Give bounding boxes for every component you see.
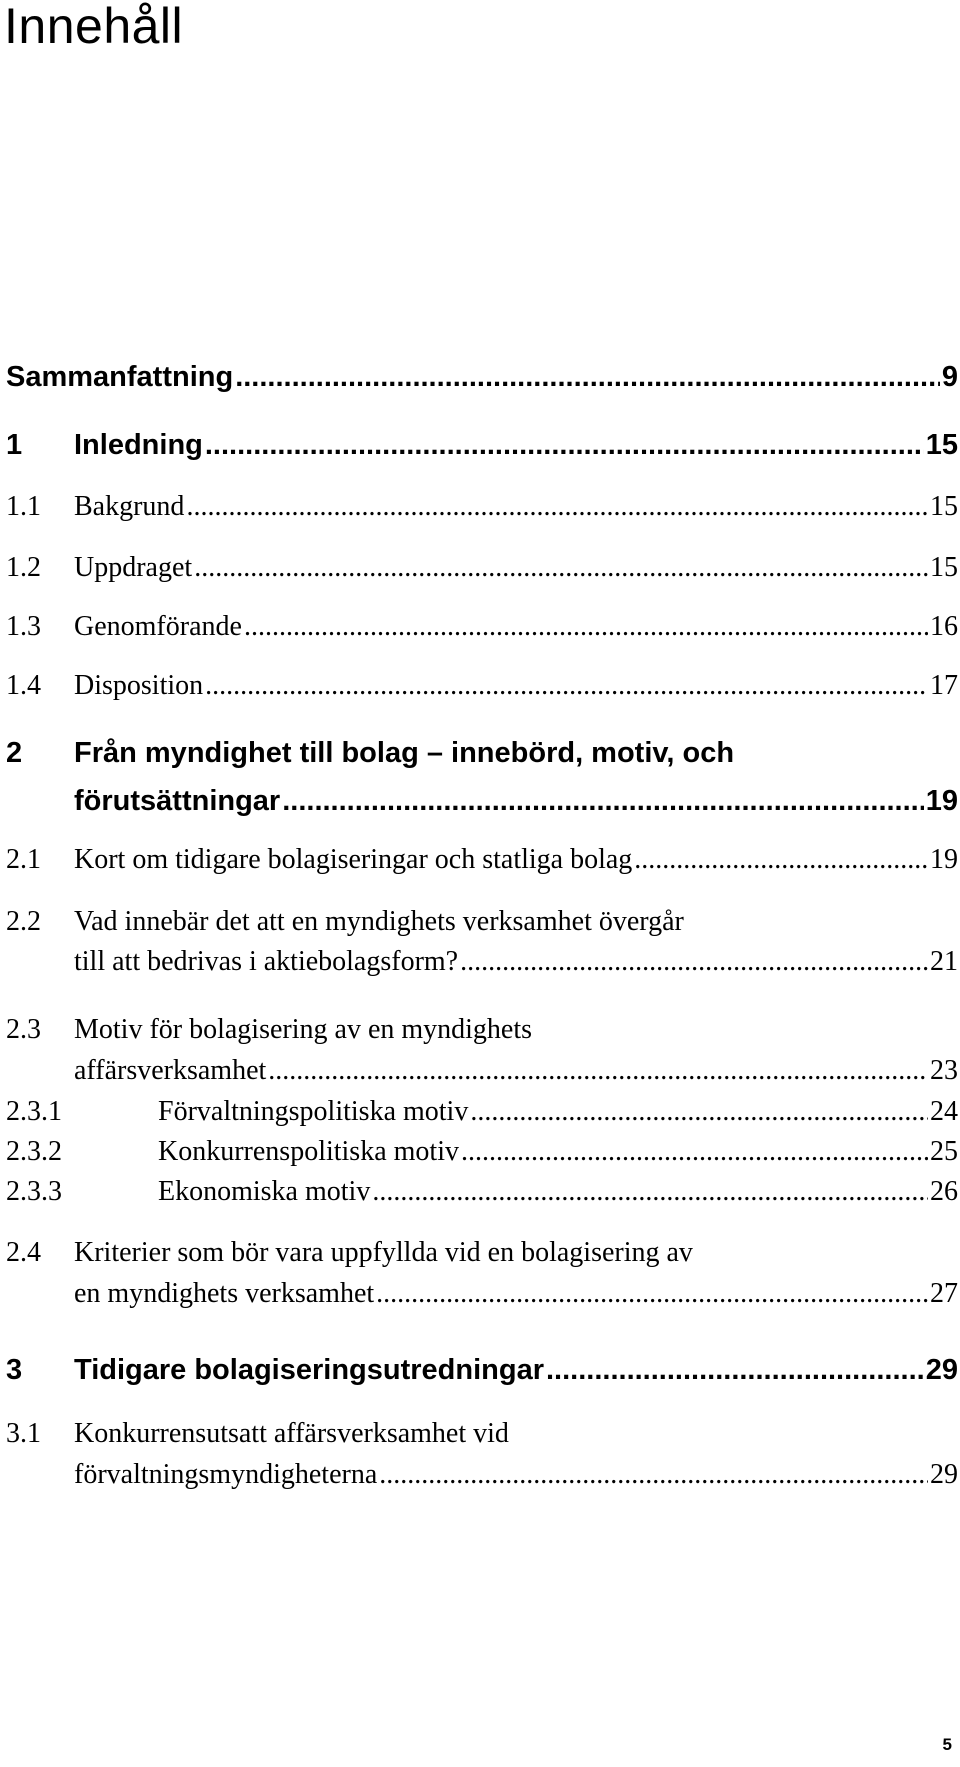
toc-entry-title: Tidigare bolagiseringsutredningar [74, 1354, 544, 1386]
toc-entry-title: Förvaltningspolitiska motiv [158, 1096, 469, 1127]
toc-entry-vad-innebar-det[interactable] [6, 902, 958, 992]
toc-entry-line [74, 548, 958, 588]
toc-entry-title: förutsättningar [74, 785, 281, 817]
toc-entry-number: 2.3.1 [6, 1096, 62, 1127]
toc-entry-title: Ekonomiska motiv [158, 1176, 371, 1207]
toc-entry-number: 2 [6, 737, 23, 769]
toc-entry-line [74, 942, 958, 982]
dot-leader [194, 548, 928, 588]
toc-entry-title: Bakgrund [74, 491, 185, 522]
toc-entry-line [74, 666, 958, 706]
toc-entry-konkurrenspolitiska-motiv[interactable] [6, 1132, 958, 1172]
page-title: Innehåll [4, 0, 184, 54]
toc-entry-line [158, 1092, 958, 1132]
toc-entry-title: en myndighets verksamhet [74, 1278, 375, 1309]
toc-entry-number: 1 [6, 429, 23, 461]
toc-entry-title: affärsverksamhet [74, 1055, 267, 1086]
toc-entry-title: förvaltningsmyndigheterna [74, 1459, 378, 1490]
toc-entry-genomforande[interactable] [6, 607, 958, 647]
toc-entry-page: 15 [930, 491, 958, 522]
toc-entry-title: Sammanfattning [6, 361, 234, 393]
toc-entry-title: till att bedrivas i aktiebolagsform? [74, 946, 459, 977]
toc-entry-uppdraget[interactable] [6, 548, 958, 588]
toc-entry-number: 2.3 [6, 1014, 41, 1045]
toc-entry-tidigare-bolagiseringsutredningar[interactable] [6, 1350, 958, 1390]
toc-entry-motiv-for-bolagisering[interactable] [6, 1010, 958, 1100]
toc-entry-number: 2.2 [6, 906, 41, 937]
page-number: 5 [942, 1735, 952, 1754]
toc-entry-title-line1: Konkurrensutsatt affärsverksamhet vid [74, 1418, 509, 1449]
toc-entry-title: Genomförande [74, 611, 242, 642]
toc-entry-line [74, 425, 958, 465]
toc-entry-number: 1.3 [6, 611, 41, 642]
toc-entry-inledning[interactable] [6, 425, 958, 465]
toc-entry-line [74, 840, 958, 880]
dot-leader [460, 942, 928, 982]
toc-entry-number: 3 [6, 1354, 23, 1386]
toc-entry-page: 19 [925, 785, 958, 817]
toc-entry-line [6, 357, 958, 397]
dot-leader [376, 1274, 928, 1314]
toc-entry-kort-om-tidigare-bolagiseringar[interactable] [6, 840, 958, 880]
toc-entry-title: Uppdraget [74, 552, 193, 583]
toc-entry-number: 2.1 [6, 844, 41, 875]
dot-leader [244, 607, 928, 647]
toc-entry-number: 3.1 [6, 1418, 41, 1449]
toc-entry-page: 23 [930, 1055, 958, 1086]
toc-entry-line [74, 487, 958, 527]
dot-leader [282, 781, 924, 821]
toc-entry-page: 19 [930, 844, 958, 875]
toc-entry-page: 26 [930, 1176, 958, 1207]
toc-entry-line [158, 1132, 958, 1172]
toc-entry-title-line1: Motiv för bolagisering av en myndighets [74, 1014, 533, 1045]
toc-entry-number: 2.3.3 [6, 1176, 62, 1207]
toc-entry-ekonomiska-motiv[interactable] [6, 1172, 958, 1212]
dot-leader [379, 1455, 928, 1495]
dot-leader [461, 1132, 928, 1172]
dot-leader [634, 840, 928, 880]
toc-entry-fran-myndighet-till-bolag[interactable] [6, 733, 958, 823]
toc-entry-number: 2.3.2 [6, 1136, 62, 1167]
toc-entry-kriterier[interactable] [6, 1233, 958, 1323]
toc-entry-line [158, 1172, 958, 1212]
dot-leader [205, 425, 924, 465]
toc-entry-line [74, 781, 958, 821]
toc-entry-page: 24 [930, 1096, 958, 1127]
toc-entry-title-line1: Vad innebär det att en myndighets verksamhet övergår [74, 906, 684, 937]
toc-entry-page: 29 [925, 1354, 958, 1386]
dot-leader [546, 1350, 924, 1390]
dot-leader [470, 1092, 928, 1132]
toc-entry-forvaltningspolitiska-motiv[interactable] [6, 1092, 958, 1132]
dot-leader [186, 487, 928, 527]
toc-entry-page: 15 [925, 429, 958, 461]
toc-entry-title-line1: Kriterier som bör vara uppfyllda vid en bolagisering av [74, 1237, 693, 1268]
toc-entry-title: Konkurrenspolitiska motiv [158, 1136, 459, 1167]
toc-entry-number: 1.2 [6, 552, 41, 583]
toc-entry-number: 1.4 [6, 670, 41, 701]
toc-entry-line [74, 1350, 958, 1390]
toc-entry-title: Kort om tidigare bolagiseringar och statliga bolag [74, 844, 633, 875]
toc-entry-bakgrund[interactable] [6, 487, 958, 527]
toc-entry-page: 17 [930, 670, 958, 701]
toc-entry-title: Disposition [74, 670, 204, 701]
toc-entry-line [74, 1274, 958, 1314]
toc-entry-page: 27 [930, 1278, 958, 1309]
toc-entry-page: 25 [930, 1136, 958, 1167]
toc-entry-page: 21 [930, 946, 958, 977]
toc-entry-line [74, 1455, 958, 1495]
toc-entry-page: 9 [941, 361, 958, 393]
toc-entry-sammanfattning[interactable] [6, 357, 958, 397]
toc-entry-title-line1: Från myndighet till bolag – innebörd, motiv, och [74, 737, 735, 769]
toc-entry-konkurrensutsatt-affarsverksamhet[interactable] [6, 1414, 958, 1504]
toc-entry-line [74, 1051, 958, 1091]
toc-entry-title: Inledning [74, 429, 203, 461]
toc-entry-page: 16 [930, 611, 958, 642]
dot-leader [235, 357, 940, 397]
dot-leader [268, 1051, 928, 1091]
toc-entry-line [74, 607, 958, 647]
toc-entry-number: 2.4 [6, 1237, 41, 1268]
toc-entry-number: 1.1 [6, 491, 41, 522]
dot-leader [205, 666, 928, 706]
dot-leader [372, 1172, 928, 1212]
toc-entry-disposition[interactable] [6, 666, 958, 706]
toc-entry-page: 15 [930, 552, 958, 583]
toc-entry-page: 29 [930, 1459, 958, 1490]
